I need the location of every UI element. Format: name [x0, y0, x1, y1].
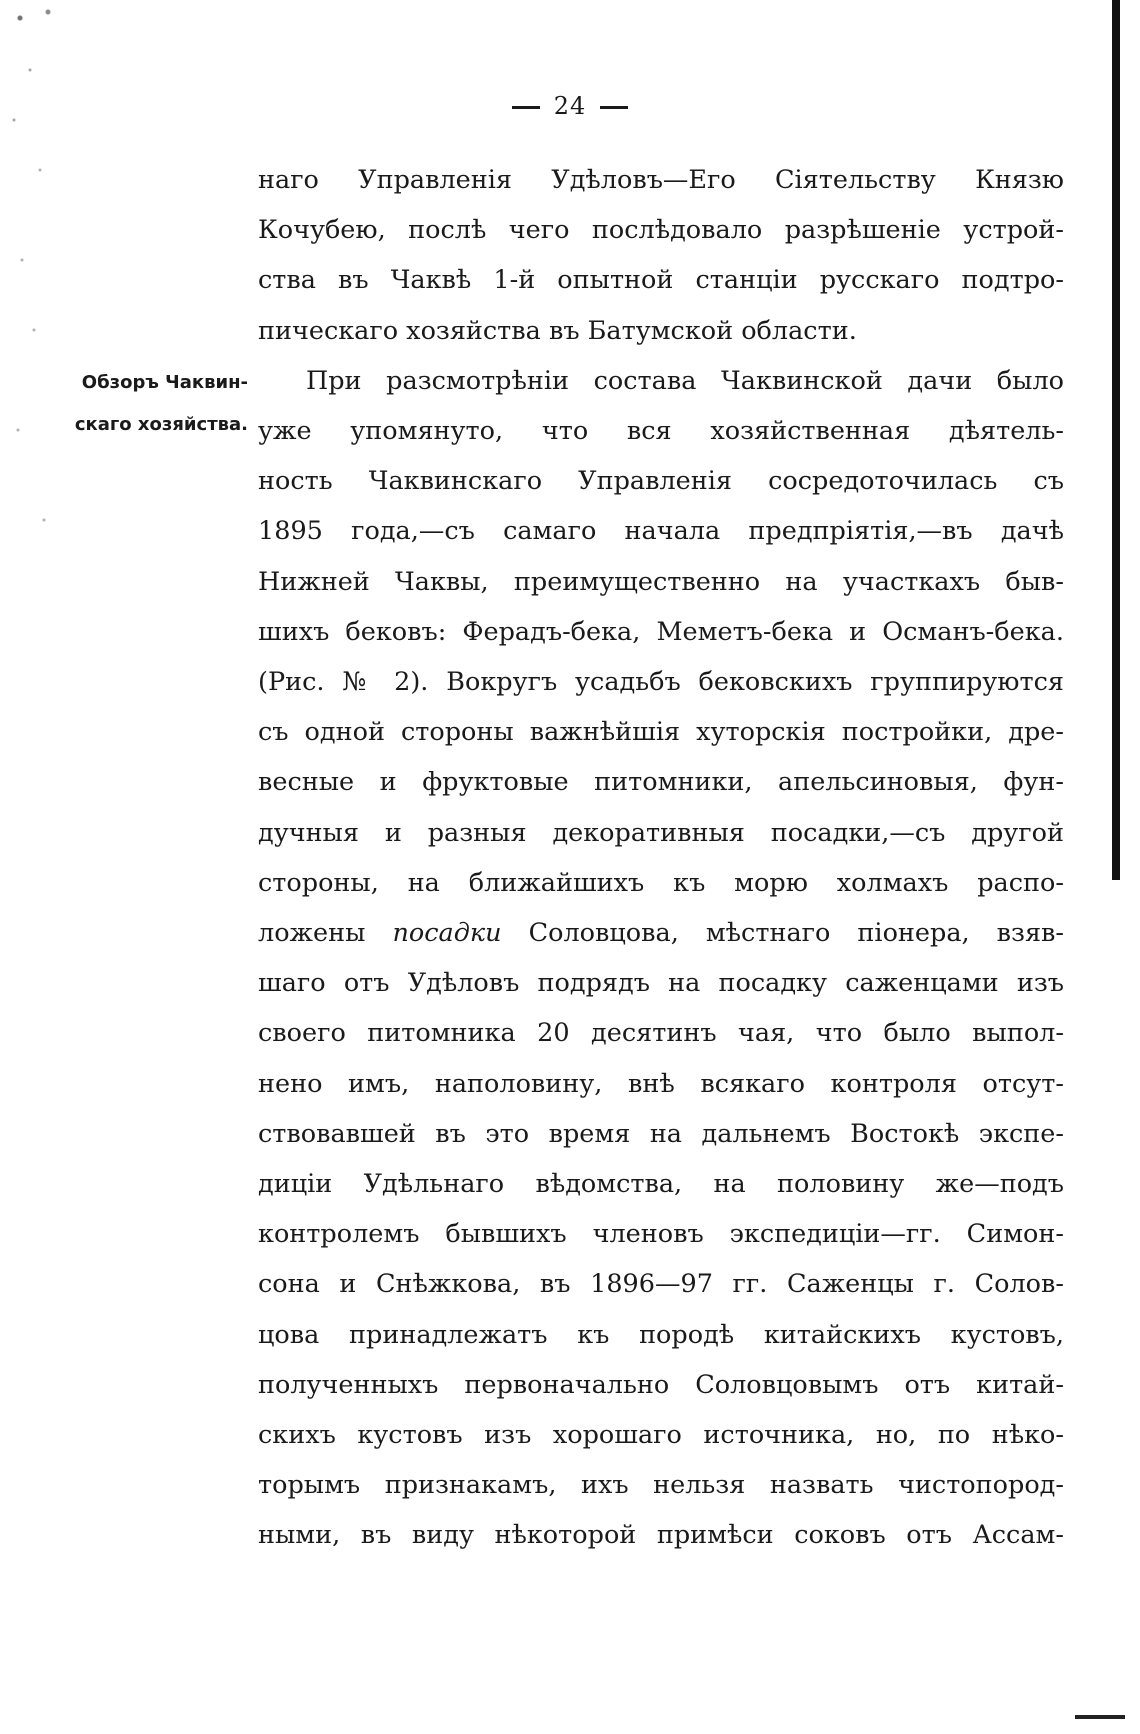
margin-note-line: Обзоръ Чаквин-: [81, 372, 248, 393]
text-line: нено имъ, наполовину, внѣ всякаго контроля отсут-: [258, 1068, 1064, 1099]
text-line: 1895 года,—съ самаго начала предпріятія,—въ дачѣ: [258, 516, 1064, 547]
body-text: [258, 155, 1064, 1561]
page-number-dash-right: [600, 106, 628, 109]
text-line: При разсмотрѣніи состава Чаквинской дачи было: [306, 365, 1064, 396]
text-segment: ложены: [258, 918, 366, 949]
text-line: шаго отъ Удѣловъ подрядъ на посадку саженцами изъ: [258, 968, 1064, 999]
text-line: дучныя и разныя декоративныя посадки,—съ другой: [258, 817, 1064, 848]
page-number: 24: [553, 92, 587, 120]
text-line: скихъ кустовъ изъ хорошаго источника, но, по нѣко-: [258, 1420, 1064, 1451]
italic-term: посадки: [392, 918, 502, 949]
text-segment: Соловцова, мѣстнаго піонера, взяв-: [528, 918, 1065, 949]
scan-bottom-mark: [1075, 1715, 1125, 1719]
text-line: торымъ признакамъ, ихъ нельзя назвать чистопород-: [258, 1470, 1064, 1501]
text-line: наго Управленія Удѣловъ—Его Сіятельству Князю: [258, 165, 1064, 195]
text-line: ствовавшей въ это время на дальнемъ Востокѣ экспе-: [258, 1118, 1064, 1149]
text-line: цова принадлежатъ къ породѣ китайскихъ кустовъ,: [258, 1319, 1064, 1350]
text-line: полученныхъ первоначально Соловцовымъ отъ китай-: [258, 1369, 1064, 1400]
scan-edge-shadow: [1112, 0, 1120, 880]
text-line: уже упомянуто, что вся хозяйственная дѣятель-: [258, 416, 1064, 447]
text-line: своего питомника 20 десятинъ чая, что было выпол-: [258, 1018, 1064, 1049]
text-line-with-italic: [258, 908, 1064, 958]
scan-noise-artifact: [0, 0, 70, 560]
text-line: ства въ Чаквѣ 1-й опытной станціи русскаго подтро-: [258, 265, 1064, 296]
text-line: съ одной стороны важнѣйшія хуторскія постройки, дре-: [258, 717, 1064, 748]
text-line: сона и Снѣжкова, въ 1896—97 гг. Саженцы г. Солов-: [258, 1269, 1064, 1300]
page-number-header: [0, 92, 1140, 120]
text-line: стороны, на ближайшихъ къ морю холмахъ распо-: [258, 867, 1064, 898]
text-line: ность Чаквинскаго Управленія сосредоточилась съ: [258, 466, 1064, 497]
text-line: (Рис. № 2). Вокругъ усадьбъ бековскихъ группируются: [258, 667, 1064, 698]
text-line: диціи Удѣльнаго вѣдомства, на половину же—подъ: [258, 1169, 1064, 1200]
margin-note: [48, 362, 248, 446]
text-line: Нижней Чаквы, преимущественно на участкахъ быв-: [258, 566, 1064, 597]
margin-note-line: скаго хозяйства.: [74, 414, 248, 435]
text-line: ными, въ виду нѣкоторой примѣси соковъ отъ Ассам-: [258, 1520, 1064, 1551]
text-line: контролемъ бывшихъ членовъ экспедиціи—гг. Симон-: [258, 1219, 1064, 1250]
text-line: пическаго хозяйства въ Батумской области.: [258, 315, 857, 346]
text-line: шихъ бековъ: Ферадъ-бека, Меметъ-бека и Османъ-бека.: [258, 616, 1064, 647]
text-line: Кочубею, послѣ чего послѣдовало разрѣшеніе устрой-: [258, 215, 1064, 246]
text-line: весные и фруктовые питомники, апельсиновыя, фун-: [258, 767, 1064, 798]
page-number-dash-left: [512, 106, 540, 109]
